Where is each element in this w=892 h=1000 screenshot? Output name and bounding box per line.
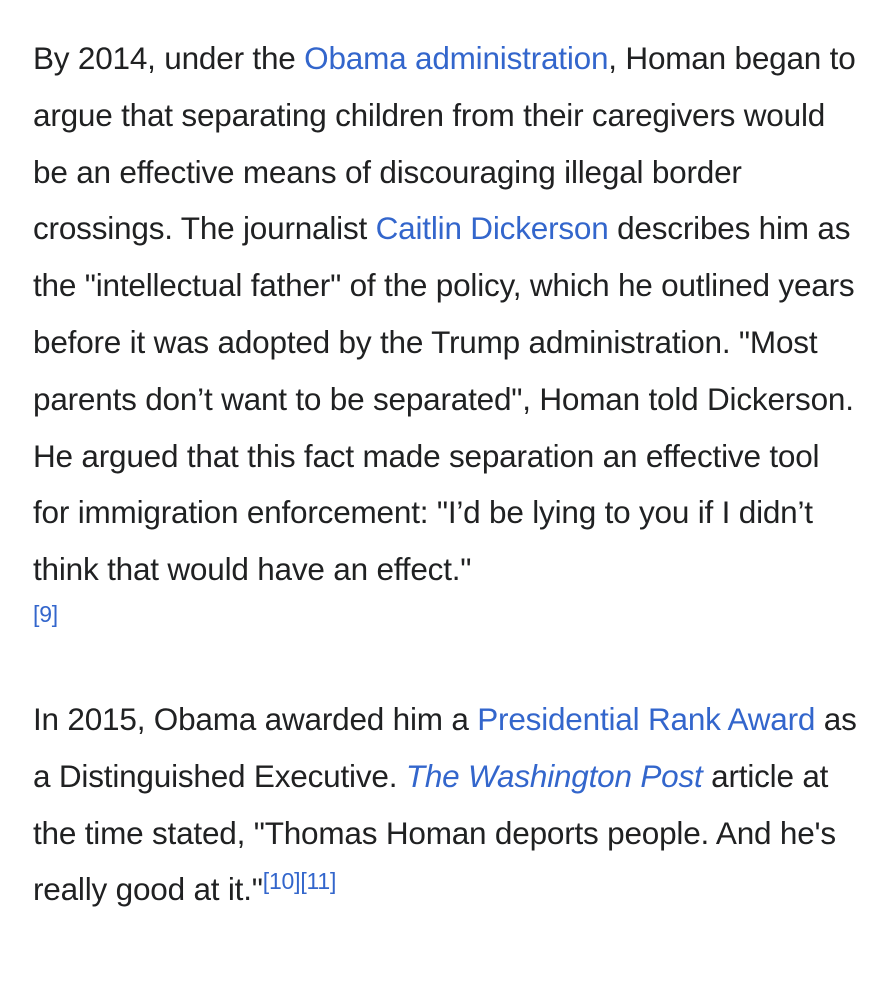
paragraph-text: By 2014, under the — [33, 40, 305, 76]
article-body — [33, 30, 863, 918]
paragraph-text: as a Distinguished Executive. — [33, 700, 857, 794]
caitlin-dickerson-link[interactable]: Caitlin Dickerson — [375, 210, 609, 247]
citation-9-link[interactable]: [9] — [33, 600, 58, 627]
washington-post-link[interactable]: The Washington Post — [405, 757, 703, 794]
citation-10-link[interactable]: [10] — [262, 868, 301, 895]
obama-administration-link[interactable]: Obama administration — [304, 40, 609, 76]
paragraph-text: In 2015, Obama awarded him a — [33, 700, 478, 737]
paragraph-text: article at the time stated, "Thomas Homan deports people. And he's really good at it." — [33, 757, 836, 908]
presidential-rank-award-link[interactable]: Presidential Rank Award — [477, 700, 816, 737]
paragraph-homan-2015 — [33, 691, 863, 918]
paragraph-text: , Homan began to argue that separating children from their caregivers would be an effective means of discouraging illegal border crossings. The journalist — [33, 40, 856, 247]
paragraph-text: describes him as the "intellectual father" of the policy, which he outlined years before it was adopted by the Trump administration. "Most parents don’t want to be separated", Homan told Dickerson. He argued that this fact made separation an effective tool for immigration enforcement: "I’d be lying to you if I didn’t think that would have an effect." — [33, 210, 855, 588]
citation-11-link[interactable]: [11] — [300, 868, 337, 895]
paragraph-homan-2014 — [33, 30, 863, 634]
